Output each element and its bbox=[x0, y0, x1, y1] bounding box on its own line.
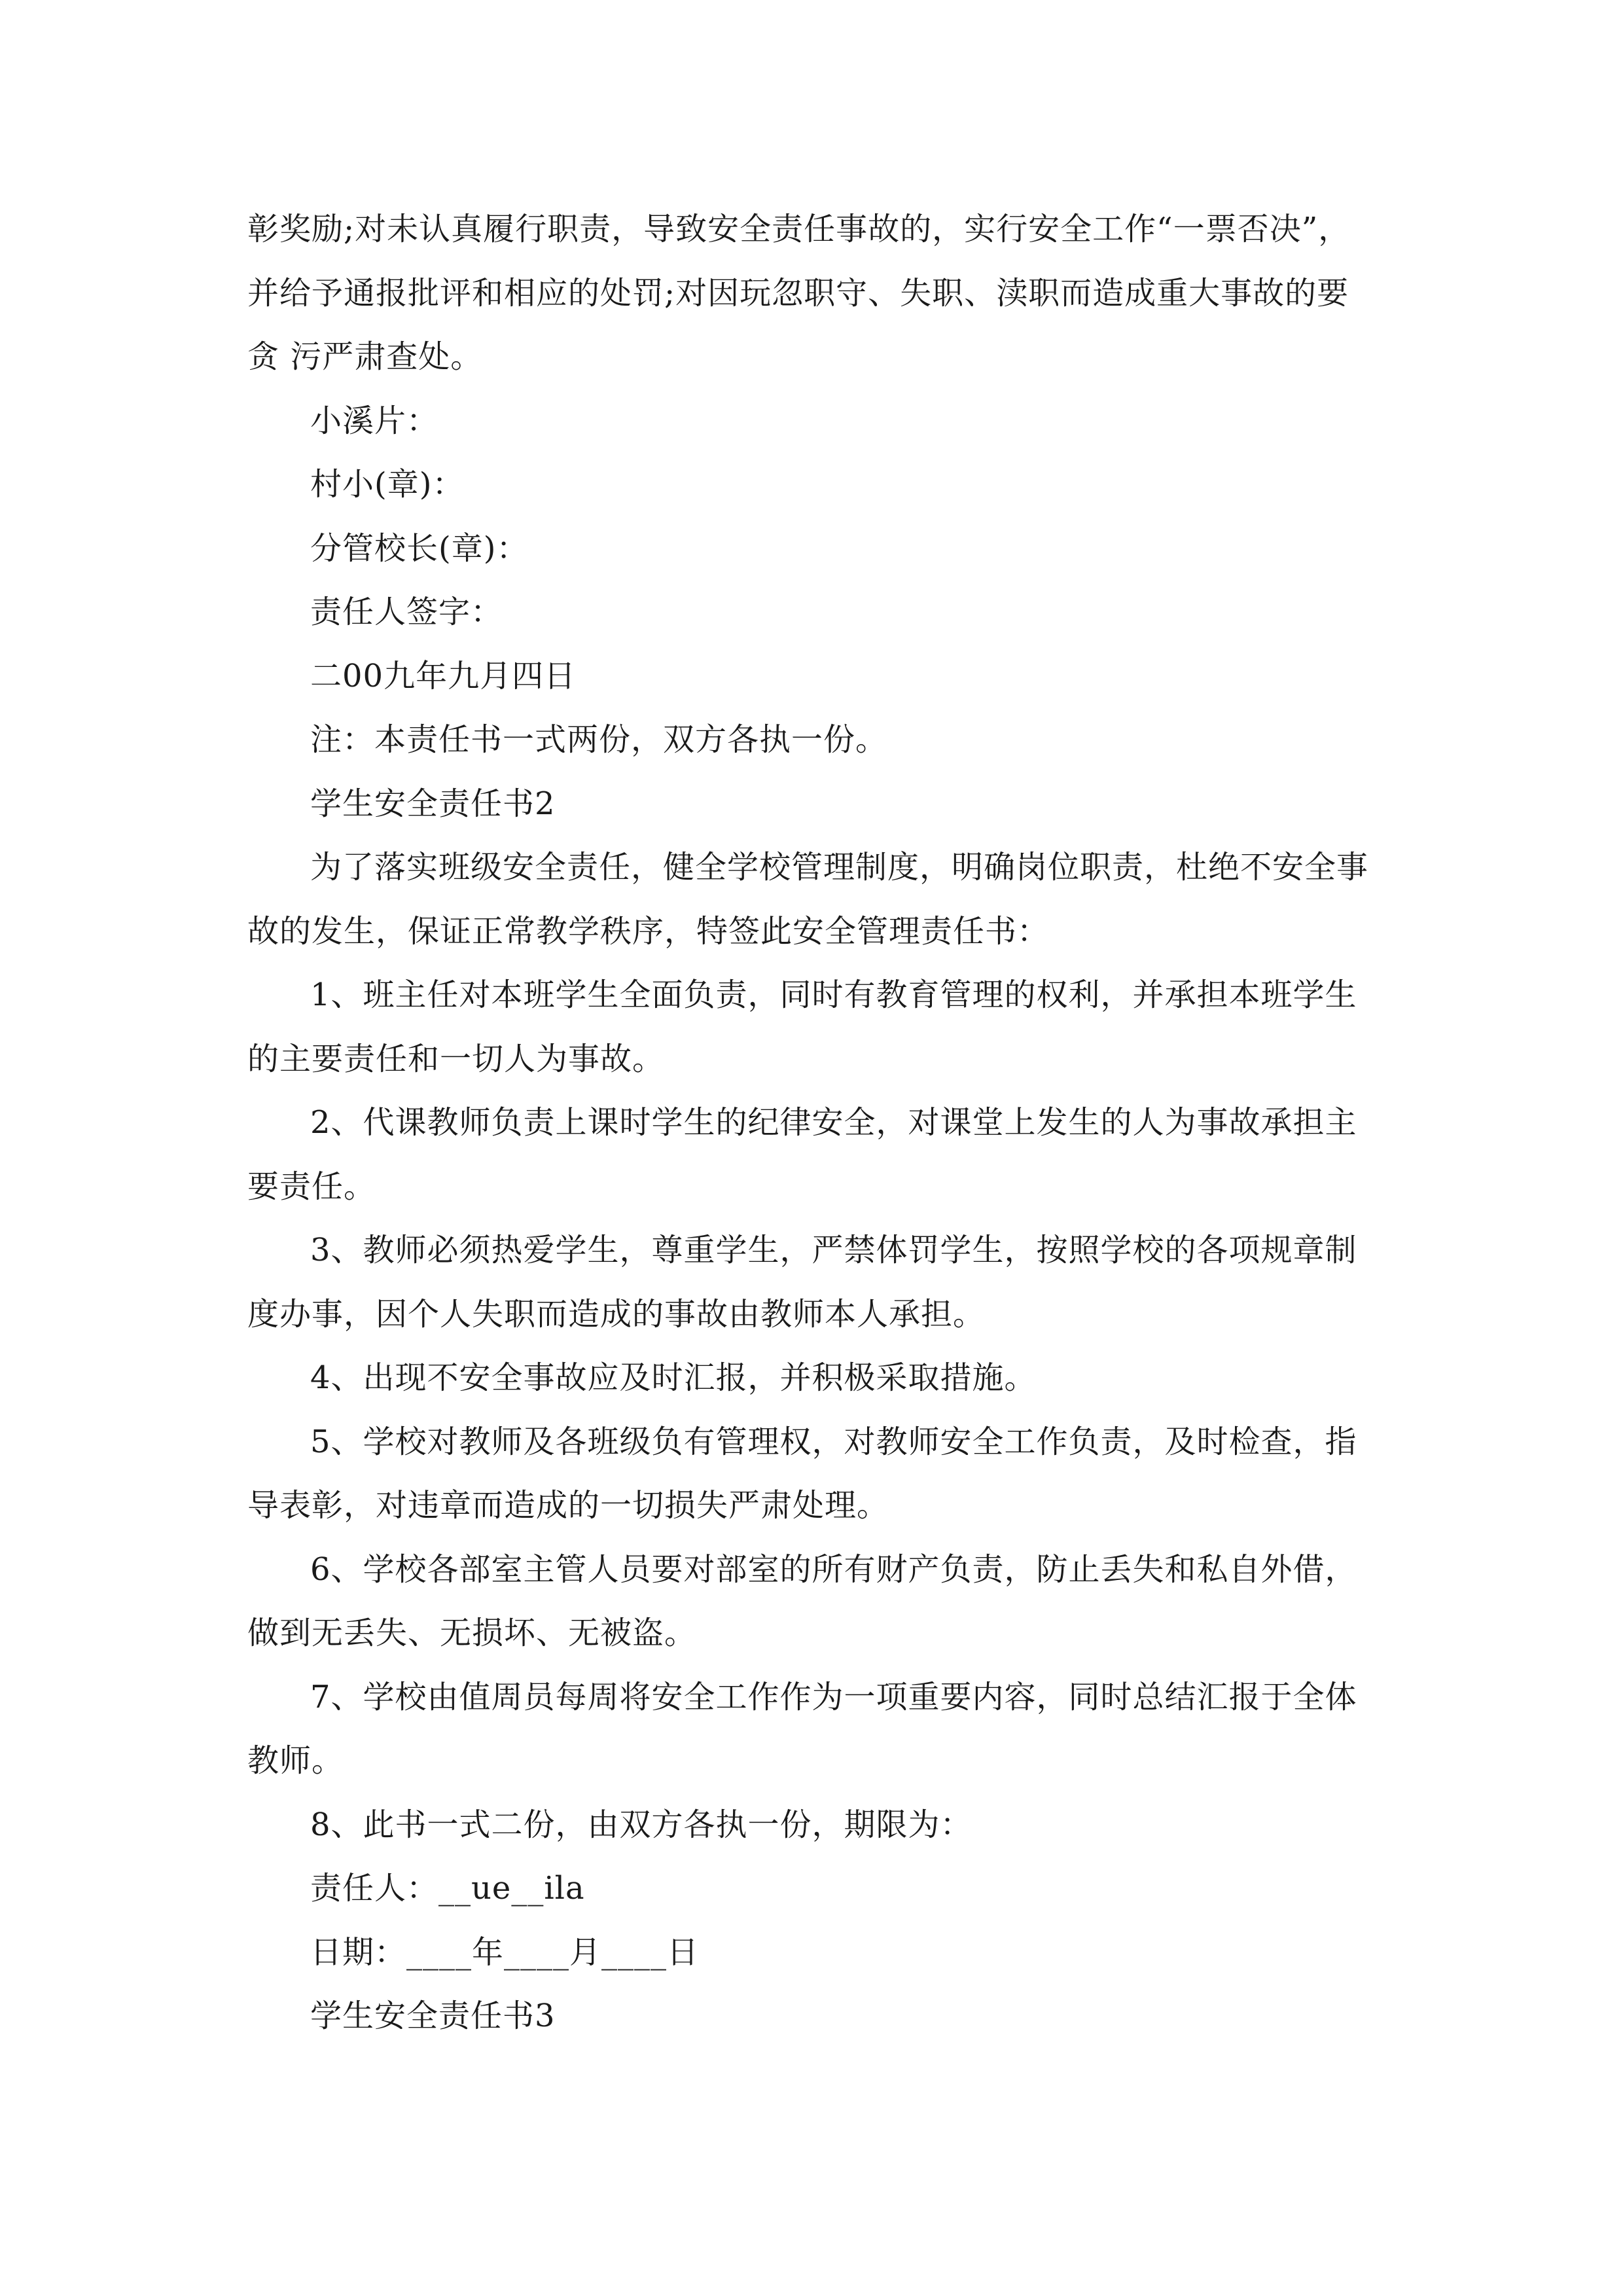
paragraph-line: 贪 污严肃查处。 bbox=[247, 338, 483, 375]
clause-1: 1、班主任对本班学生全面负责，同时有教育管理的权利，并承担本班学生 bbox=[310, 977, 1357, 1013]
clause-3-cont: 度办事，因个人失职而造成的事故由教师本人承担。 bbox=[247, 1295, 986, 1333]
clause-7-cont: 教师。 bbox=[247, 1742, 344, 1779]
clause-3: 3、教师必须热爱学生，尊重学生，严禁体罚学生，按照学校的各项规章制 bbox=[310, 1232, 1357, 1268]
date-line: 日期：____年____月____日 bbox=[310, 1933, 700, 1971]
clause-2-cont: 要责任。 bbox=[247, 1168, 376, 1205]
document-date: 二00九年九月四日 bbox=[310, 657, 577, 694]
signature-line-region: 小溪片： bbox=[310, 402, 439, 439]
clause-5-cont: 导表彰，对违章而造成的一切损失严肃处理。 bbox=[247, 1487, 889, 1524]
clause-5: 5、学校对教师及各班级负有管理权，对教师安全工作负责，及时检查，指 bbox=[310, 1423, 1357, 1460]
document-note: 注：本责任书一式两份，双方各执一份。 bbox=[310, 721, 888, 758]
paragraph-line: 为了落实班级安全责任，健全学校管理制度，明确岗位职责，杜绝不安全事 bbox=[310, 849, 1369, 886]
clause-6: 6、学校各部室主管人员要对部室的所有财产负责，防止丢失和私自外借， bbox=[310, 1551, 1357, 1588]
section-title-3: 学生安全责任书3 bbox=[310, 1998, 556, 2034]
clause-2: 2、代课教师负责上课时学生的纪律安全，对课堂上发生的人为事故承担主 bbox=[310, 1104, 1357, 1141]
signature-line-principal: 分管校长(章)： bbox=[310, 529, 529, 567]
signature-line-village-school: 村小(章)： bbox=[310, 466, 465, 503]
paragraph-line: 故的发生，保证正常教学秩序，特签此安全管理责任书： bbox=[247, 912, 1050, 950]
clause-8: 8、此书一式二份，由双方各执一份，期限为： bbox=[310, 1806, 972, 1843]
paragraph-line: 彰奖励;对未认真履行职责，导致安全责任事故的，实行安全工作“一票否决”， bbox=[247, 211, 1351, 247]
clause-4: 4、出现不安全事故应及时汇报，并积极采取措施。 bbox=[310, 1359, 1037, 1396]
document-body bbox=[247, 198, 1381, 2049]
responsible-person-line: 责任人：__ue__ila bbox=[310, 1870, 585, 1907]
signature-line-responsible: 责任人签字： bbox=[310, 594, 503, 630]
section-title-2: 学生安全责任书2 bbox=[310, 785, 556, 822]
clause-6-cont: 做到无丢失、无损坏、无被盗。 bbox=[247, 1615, 697, 1651]
clause-7: 7、学校由值周员每周将安全工作作为一项重要内容，同时总结汇报于全体 bbox=[310, 1678, 1357, 1715]
paragraph-line: 并给予通报批评和相应的处罚;对因玩忽职守、失职、渎职而造成重大事故的要 bbox=[247, 274, 1349, 312]
clause-1-cont: 的主要责任和一切人为事故。 bbox=[247, 1040, 665, 1077]
